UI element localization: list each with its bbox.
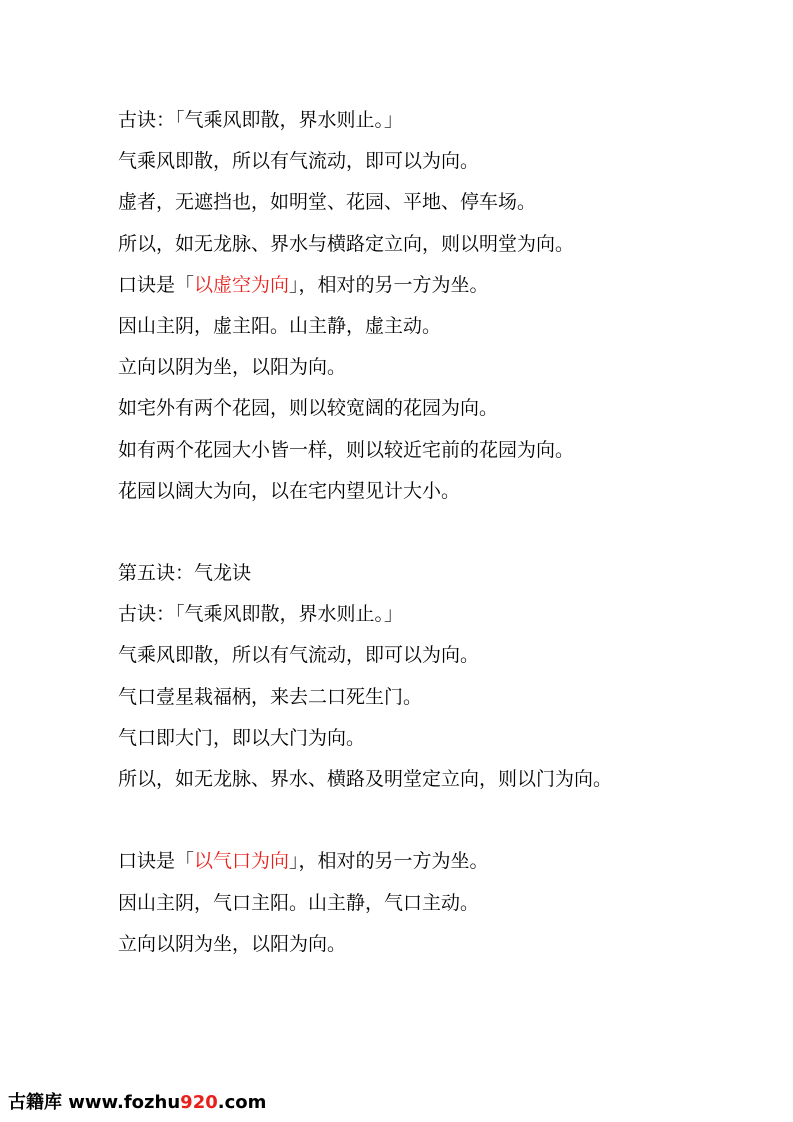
- text-line: 如宅外有两个花园，则以较宽阔的花园为向。: [118, 397, 499, 420]
- text-line: 如有两个花园大小皆一样，则以较近宅前的花园为向。: [118, 438, 575, 461]
- text-line: 所以，如无龙脉、界水、横路及明堂定立向，则以门为向。: [118, 768, 613, 790]
- text-line: 古诀：「气乘风即散，界水则止。」: [118, 109, 404, 131]
- text-line: 因山主阴，气口主阳。山主静，气口主动。: [118, 891, 480, 914]
- formula-line: [118, 265, 758, 306]
- site-url-prefix: www.fozhu: [68, 1092, 181, 1113]
- text-line: 立向以阴为坐，以阳为向。: [118, 356, 347, 379]
- formula-line: [118, 841, 758, 882]
- text-line: 立向以阴为坐，以阳为向。: [118, 932, 347, 955]
- text-line: 花园以阔大为向，以在宅内望见计大小。: [118, 479, 461, 502]
- text-line: 古诀：「气乘风即散，界水则止。」: [118, 603, 404, 626]
- site-url-suffix: .com: [217, 1092, 267, 1113]
- text-line: 气乘风即散，所以有气流动，即可以为向。: [118, 150, 480, 173]
- formula-suffix: 」，相对的另一方为坐。: [289, 850, 489, 873]
- formula-suffix: 」，相对的另一方为坐。: [289, 273, 489, 296]
- formula-prefix: 口诀是「: [118, 273, 195, 296]
- paragraph-gap: [118, 512, 758, 553]
- watermark-footer: [8, 1088, 266, 1114]
- text-line: 因山主阴，虚主阳。山主静，虚主动。: [118, 314, 442, 337]
- site-url-number: 920: [180, 1092, 218, 1113]
- section-heading: 第五诀：气龙诀: [118, 562, 252, 585]
- text-line: 所以，如无龙脉、界水与横路定立向，则以明堂为向。: [118, 232, 575, 255]
- brand-name: 古籍库: [8, 1092, 62, 1113]
- document-body: [118, 100, 758, 965]
- formula-highlight: 以虚空为向: [194, 273, 290, 296]
- text-line: 气口即大门，即以大门为向。: [118, 726, 366, 749]
- text-line: 虚者，无遮挡也，如明堂、花园、平地、停车场。: [118, 191, 537, 214]
- formula-prefix: 口诀是「: [118, 850, 195, 873]
- formula-highlight: 以气口为向: [194, 850, 290, 873]
- text-line: 气乘风即散，所以有气流动，即可以为向。: [118, 644, 480, 667]
- paragraph-gap: [118, 800, 758, 841]
- text-line: 气口壹星栽福柄，来去二口死生门。: [118, 685, 423, 708]
